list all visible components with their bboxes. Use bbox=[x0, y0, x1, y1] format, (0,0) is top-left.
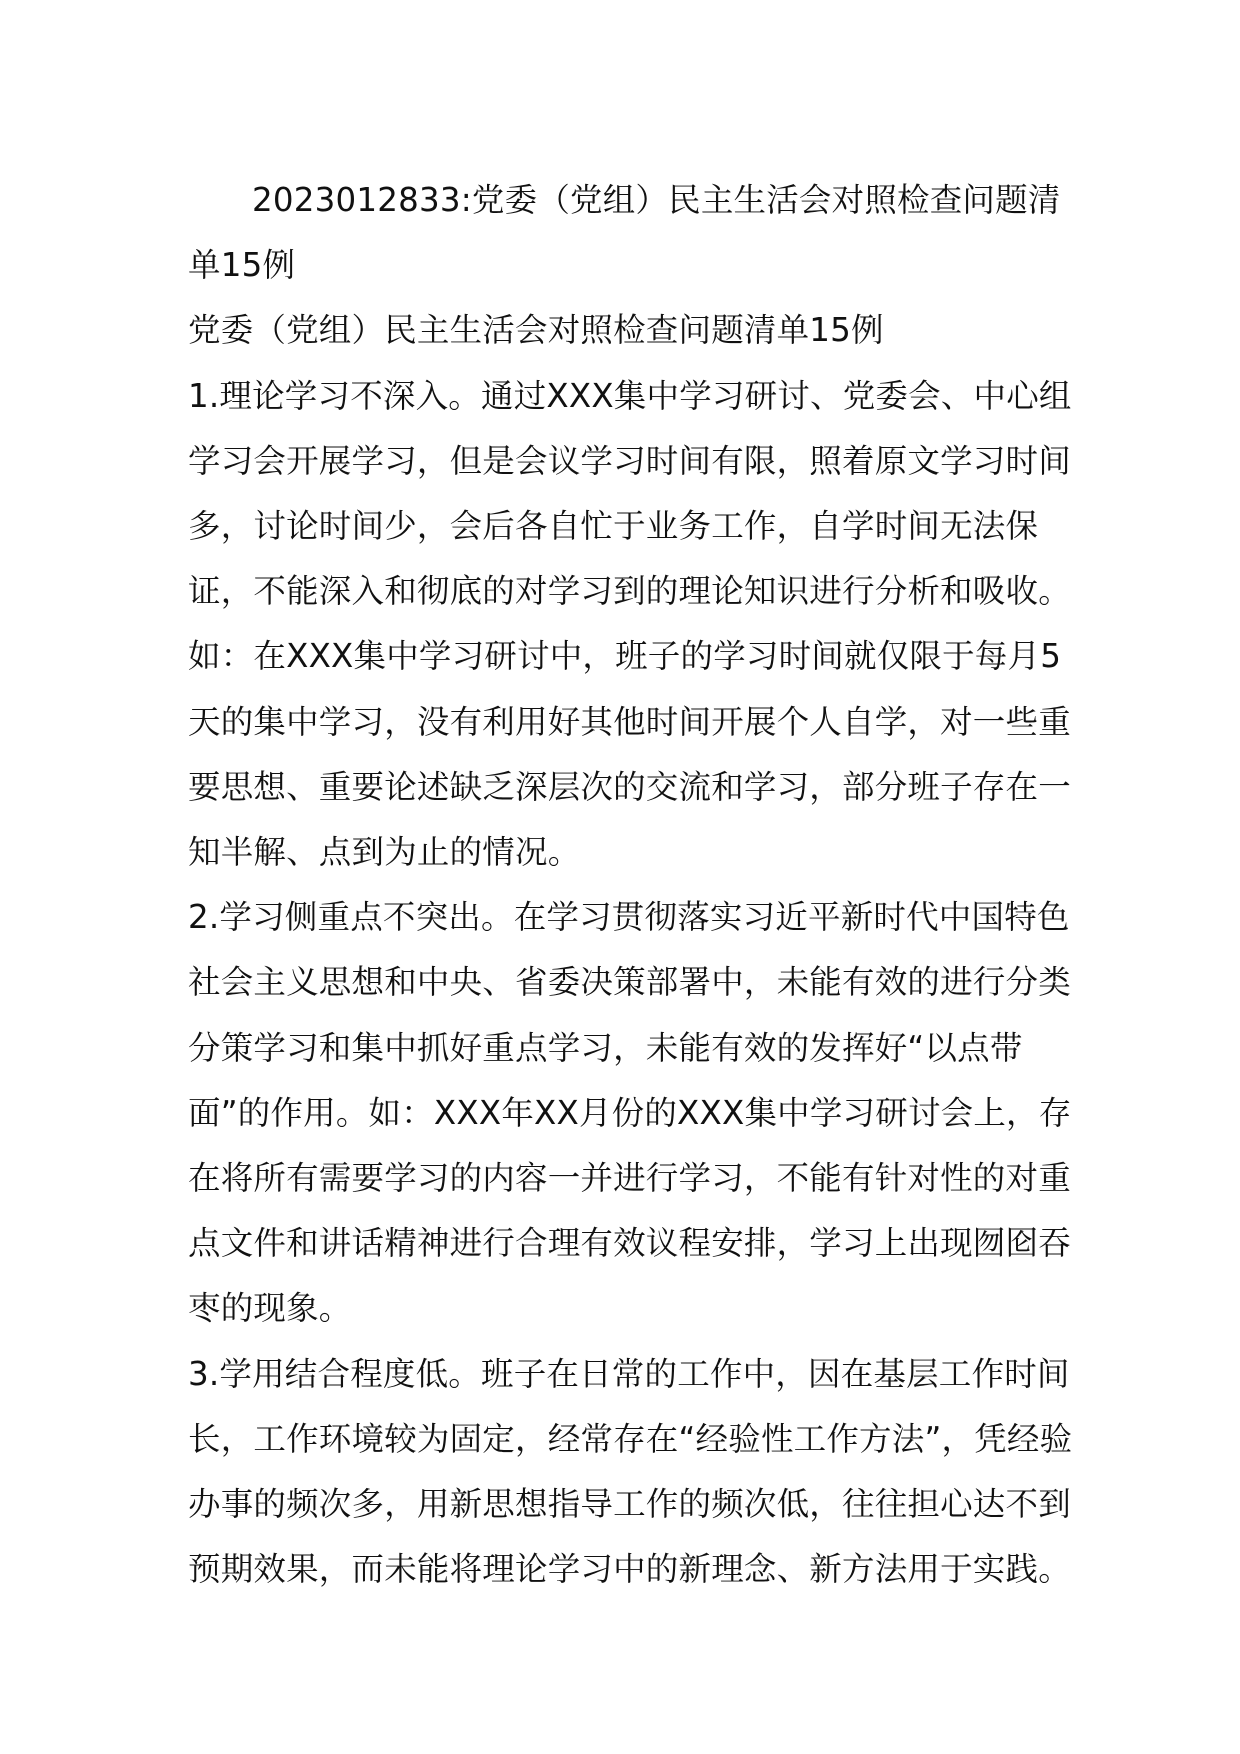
paragraph-3: 3.学用结合程度低。班子在日常的工作中，因在基层工作时间长，工作环境较为固定，经常存在“经验性工作方法”，凭经验办事的频次多，用新思想指导工作的频次低，往往担心达不到预期效果，而未能将理论学习中的新理念、新方法用于实践。 bbox=[188, 1354, 1073, 1589]
document-title: 2023012833:党委（党组）民主生活会对照检查问题清单15例 bbox=[188, 181, 1061, 285]
paragraph-2: 2.学习侧重点不突出。在学习贯彻落实习近平新时代中国特色社会主义思想和中央、省委决策部署中，未能有效的进行分类分策学习和集中抓好重点学习，未能有效的发挥好“以点带面”的作用。如：XXX年XX月份的XXX集中学习研讨会上，存在将所有需要学习的内容一并进行学习，不能有针对性的对重点文件和讲话精神进行合理有效议程安排，学习上出现囫囵吞枣的现象。 bbox=[188, 898, 1072, 1328]
paragraph-1: 1.理论学习不深入。通过XXX集中学习研讨、党委会、中心组学习会开展学习，但是会议学习时间有限，照着原文学习时间多，讨论时间少，会后各自忙于业务工作，自学时间无法保证，不能深入和彻底的对学习到的理论知识进行分析和吸收。如：在XXX集中学习研讨中，班子的学习时间就仅限于每月5天的集中学习，没有利用好其他时间开展个人自学，对一些重要思想、重要论述缺乏深层次的交流和学习，部分班子存在一知半解、点到为止的情况。 bbox=[188, 376, 1072, 872]
document-body bbox=[188, 168, 1088, 1602]
document-subtitle: 党委（党组）民主生活会对照检查问题清单15例 bbox=[188, 311, 884, 350]
